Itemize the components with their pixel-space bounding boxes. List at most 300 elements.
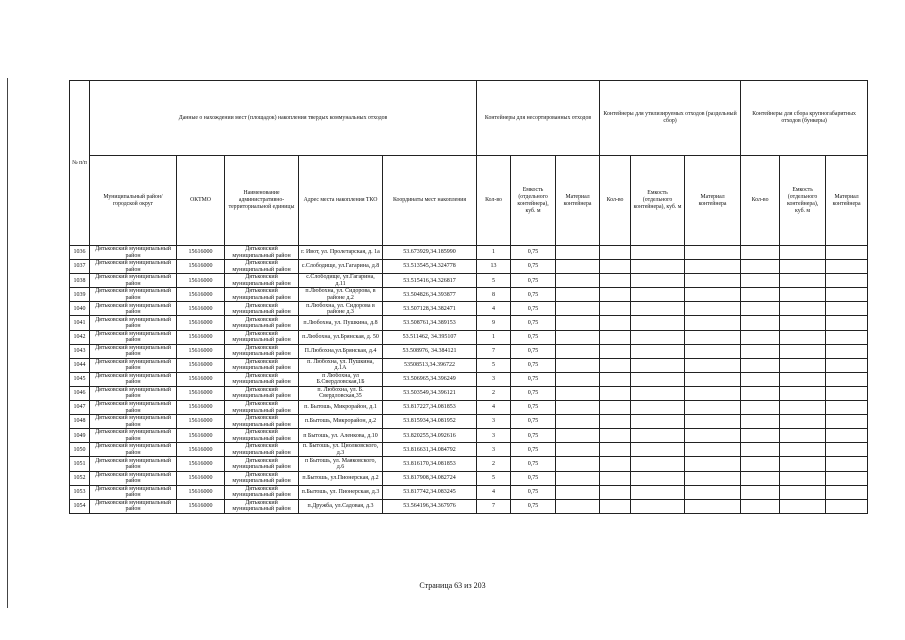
bulky-qty-cell	[741, 358, 780, 372]
capacity-cell: 0,75	[511, 499, 556, 513]
row-number: 1052	[70, 471, 90, 485]
address-cell: с.Слободище, ул.Гагарина, д.11	[299, 274, 383, 288]
admin-unit-cell: Дятьковский муниципальный район	[225, 485, 299, 499]
district-cell: Дятьковский муниципальный район	[90, 358, 177, 372]
oktmo-cell: 15616000	[177, 457, 225, 471]
capacity-cell: 0,75	[511, 288, 556, 302]
district-cell: Дятьковский муниципальный район	[90, 246, 177, 260]
district-cell: Дятьковский муниципальный район	[90, 274, 177, 288]
bulky-qty-cell	[741, 302, 780, 316]
quantity-cell: 5	[477, 471, 511, 485]
quantity-cell: 4	[477, 401, 511, 415]
separate-material-cell	[685, 274, 741, 288]
header-material-unsorted: Материал контейнера	[556, 156, 600, 246]
row-number: 1043	[70, 344, 90, 358]
separate-material-cell	[685, 358, 741, 372]
bulky-material-cell	[826, 330, 868, 344]
admin-unit-cell: Дятьковский муниципальный район	[225, 344, 299, 358]
bulky-qty-cell	[741, 386, 780, 400]
district-cell: Дятьковский муниципальный район	[90, 386, 177, 400]
district-cell: Дятьковский муниципальный район	[90, 499, 177, 513]
material-cell	[556, 457, 600, 471]
separate-qty-cell	[600, 485, 631, 499]
coords-cell: 53.817742,34.083245	[383, 485, 477, 499]
separate-material-cell	[685, 288, 741, 302]
material-cell	[556, 302, 600, 316]
capacity-cell: 0,75	[511, 471, 556, 485]
table-row	[70, 485, 868, 499]
material-cell	[556, 330, 600, 344]
row-number: 1042	[70, 330, 90, 344]
capacity-cell: 0,75	[511, 344, 556, 358]
quantity-cell: 5	[477, 358, 511, 372]
bulky-material-cell	[826, 457, 868, 471]
separate-qty-cell	[600, 386, 631, 400]
separate-capacity-cell	[631, 288, 685, 302]
header-qty-bulky: Кол-во	[741, 156, 780, 246]
district-cell: Дятьковский муниципальный район	[90, 288, 177, 302]
separate-capacity-cell	[631, 260, 685, 274]
bulky-qty-cell	[741, 499, 780, 513]
separate-capacity-cell	[631, 316, 685, 330]
header-group-separate: Контейнеры для утилизируемых отходов (раздельный сбор)	[600, 81, 741, 156]
quantity-cell: 4	[477, 485, 511, 499]
bulky-qty-cell	[741, 457, 780, 471]
container-sites-table	[69, 80, 868, 514]
separate-material-cell	[685, 386, 741, 400]
oktmo-cell: 15616000	[177, 429, 225, 443]
bulky-material-cell	[826, 358, 868, 372]
separate-capacity-cell	[631, 372, 685, 386]
bulky-material-cell	[826, 260, 868, 274]
bulky-material-cell	[826, 316, 868, 330]
capacity-cell: 0,75	[511, 274, 556, 288]
admin-unit-cell: Дятьковский муниципальный район	[225, 330, 299, 344]
separate-qty-cell	[600, 330, 631, 344]
coords-cell: 53.820255,34.092616	[383, 429, 477, 443]
address-cell: п.Любохна, ул. Пушкина, д.8	[299, 316, 383, 330]
row-number: 1050	[70, 443, 90, 457]
address-cell: П.Любохна,ул.Брянская, д.4	[299, 344, 383, 358]
bulky-capacity-cell	[780, 457, 826, 471]
address-cell: п.Любохна, ул. Сидорова, в районе д.2	[299, 288, 383, 302]
admin-unit-cell: Дятьковский муниципальный район	[225, 316, 299, 330]
address-cell: п. Любохна, ул. Пушкина, д.1А	[299, 358, 383, 372]
bulky-material-cell	[826, 274, 868, 288]
coords-cell: 53.816170,34.081853	[383, 457, 477, 471]
address-cell: п Бытошь, ул. Маяковского, д.6	[299, 457, 383, 471]
separate-capacity-cell	[631, 274, 685, 288]
separate-capacity-cell	[631, 358, 685, 372]
oktmo-cell: 15616000	[177, 401, 225, 415]
material-cell	[556, 344, 600, 358]
capacity-cell: 0,75	[511, 358, 556, 372]
table-row	[70, 344, 868, 358]
material-cell	[556, 246, 600, 260]
capacity-cell: 0,75	[511, 330, 556, 344]
material-cell	[556, 429, 600, 443]
separate-material-cell	[685, 302, 741, 316]
coords-cell: 53.817227,34.081853	[383, 401, 477, 415]
bulky-material-cell	[826, 302, 868, 316]
header-oktmo: ОКТМО	[177, 156, 225, 246]
separate-qty-cell	[600, 415, 631, 429]
bulky-capacity-cell	[780, 401, 826, 415]
coords-cell: 53.506965,34.396249	[383, 372, 477, 386]
separate-capacity-cell	[631, 429, 685, 443]
bulky-capacity-cell	[780, 274, 826, 288]
bulky-capacity-cell	[780, 443, 826, 457]
capacity-cell: 0,75	[511, 457, 556, 471]
oktmo-cell: 15616000	[177, 316, 225, 330]
table-row	[70, 330, 868, 344]
address-cell: п.Любохна, ул.Брянская, д. 50	[299, 330, 383, 344]
table-row	[70, 260, 868, 274]
separate-capacity-cell	[631, 344, 685, 358]
district-cell: Дятьковский муниципальный район	[90, 401, 177, 415]
capacity-cell: 0,75	[511, 316, 556, 330]
capacity-cell: 0,75	[511, 260, 556, 274]
header-qty-separate: Кол-во	[600, 156, 631, 246]
header-admin-unit: Наименование административно-территориальной единицы	[225, 156, 299, 246]
header-group-location: Данные о нахождении мест (площадок) накопления твердых коммунальных отходов	[90, 81, 477, 156]
header-qty-unsorted: Кол-во	[477, 156, 511, 246]
separate-material-cell	[685, 344, 741, 358]
separate-qty-cell	[600, 260, 631, 274]
table-row	[70, 499, 868, 513]
quantity-cell: 7	[477, 499, 511, 513]
separate-material-cell	[685, 330, 741, 344]
coords-cell: 53508513,34.396722	[383, 358, 477, 372]
quantity-cell: 9	[477, 316, 511, 330]
material-cell	[556, 401, 600, 415]
capacity-cell: 0,75	[511, 443, 556, 457]
bulky-material-cell	[826, 443, 868, 457]
bulky-qty-cell	[741, 344, 780, 358]
header-group-bulky: Контейнеры для сбора крупногабаритных отходов (бункеры)	[741, 81, 868, 156]
bulky-capacity-cell	[780, 316, 826, 330]
coords-cell: 53.817908,34.082724	[383, 471, 477, 485]
separate-material-cell	[685, 485, 741, 499]
admin-unit-cell: Дятьковский муниципальный район	[225, 386, 299, 400]
separate-material-cell	[685, 471, 741, 485]
bulky-material-cell	[826, 401, 868, 415]
bulky-capacity-cell	[780, 330, 826, 344]
table-body	[70, 246, 868, 514]
coords-cell: 53.673929,34.185990	[383, 246, 477, 260]
oktmo-cell: 15616000	[177, 330, 225, 344]
quantity-cell: 3	[477, 415, 511, 429]
district-cell: Дятьковский муниципальный район	[90, 316, 177, 330]
bulky-material-cell	[826, 485, 868, 499]
header-material-separate: Материал контейнера	[685, 156, 741, 246]
header-material-bulky: Материал контейнера	[826, 156, 868, 246]
district-cell: Дятьковский муниципальный район	[90, 443, 177, 457]
address-cell: п.Бытошь, ул.Пионерская, д.2	[299, 471, 383, 485]
separate-qty-cell	[600, 302, 631, 316]
bulky-material-cell	[826, 344, 868, 358]
bulky-capacity-cell	[780, 302, 826, 316]
row-number: 1037	[70, 260, 90, 274]
separate-capacity-cell	[631, 485, 685, 499]
separate-material-cell	[685, 246, 741, 260]
separate-material-cell	[685, 401, 741, 415]
table-row	[70, 372, 868, 386]
header-coords: Координаты мест накопления	[383, 156, 477, 246]
material-cell	[556, 260, 600, 274]
coords-cell: 53.503549,34.396121	[383, 386, 477, 400]
table-row	[70, 302, 868, 316]
separate-capacity-cell	[631, 401, 685, 415]
material-cell	[556, 471, 600, 485]
bulky-qty-cell	[741, 471, 780, 485]
capacity-cell: 0,75	[511, 485, 556, 499]
admin-unit-cell: Дятьковский муниципальный район	[225, 302, 299, 316]
material-cell	[556, 358, 600, 372]
header-group-unsorted: Контейнеры для несортированных отходов	[477, 81, 600, 156]
quantity-cell: 7	[477, 344, 511, 358]
row-number: 1044	[70, 358, 90, 372]
separate-material-cell	[685, 457, 741, 471]
separate-capacity-cell	[631, 471, 685, 485]
oktmo-cell: 15616000	[177, 372, 225, 386]
district-cell: Дятьковский муниципальный район	[90, 457, 177, 471]
bulky-material-cell	[826, 246, 868, 260]
quantity-cell: 1	[477, 330, 511, 344]
row-number: 1047	[70, 401, 90, 415]
oktmo-cell: 15616000	[177, 386, 225, 400]
table-row	[70, 471, 868, 485]
coords-cell: 53.564196,34.367976	[383, 499, 477, 513]
coords-cell: 53.515416,34.326817	[383, 274, 477, 288]
admin-unit-cell: Дятьковский муниципальный район	[225, 358, 299, 372]
bulky-material-cell	[826, 415, 868, 429]
row-number: 1038	[70, 274, 90, 288]
separate-qty-cell	[600, 457, 631, 471]
quantity-cell: 3	[477, 429, 511, 443]
table-row	[70, 316, 868, 330]
quantity-cell: 3	[477, 372, 511, 386]
separate-capacity-cell	[631, 499, 685, 513]
admin-unit-cell: Дятьковский муниципальный район	[225, 274, 299, 288]
material-cell	[556, 274, 600, 288]
separate-material-cell	[685, 415, 741, 429]
separate-qty-cell	[600, 274, 631, 288]
separate-material-cell	[685, 429, 741, 443]
address-cell: п Бытошь, ул. Аленкова, д.10	[299, 429, 383, 443]
bulky-capacity-cell	[780, 358, 826, 372]
capacity-cell: 0,75	[511, 429, 556, 443]
admin-unit-cell: Дятьковский муниципальный район	[225, 471, 299, 485]
separate-qty-cell	[600, 358, 631, 372]
coords-cell: 53.508761,34.389153	[383, 316, 477, 330]
header-capacity-bulky: Емкость (отдельного контейнера), куб. м	[780, 156, 826, 246]
bulky-material-cell	[826, 386, 868, 400]
row-number: 1048	[70, 415, 90, 429]
coords-cell: 53.504826,34.393877	[383, 288, 477, 302]
row-number: 1045	[70, 372, 90, 386]
bulky-qty-cell	[741, 401, 780, 415]
capacity-cell: 0,75	[511, 246, 556, 260]
separate-qty-cell	[600, 471, 631, 485]
separate-qty-cell	[600, 429, 631, 443]
admin-unit-cell: Дятьковский муниципальный район	[225, 415, 299, 429]
oktmo-cell: 15616000	[177, 246, 225, 260]
header-num: № п/п	[70, 81, 90, 246]
capacity-cell: 0,75	[511, 386, 556, 400]
quantity-cell: 8	[477, 288, 511, 302]
capacity-cell: 0,75	[511, 372, 556, 386]
separate-material-cell	[685, 499, 741, 513]
address-cell: п. Бытошь, Микрорайон, д.1	[299, 401, 383, 415]
oktmo-cell: 15616000	[177, 302, 225, 316]
district-cell: Дятьковский муниципальный район	[90, 485, 177, 499]
oktmo-cell: 15616000	[177, 260, 225, 274]
oktmo-cell: 15616000	[177, 499, 225, 513]
quantity-cell: 5	[477, 274, 511, 288]
address-cell: п.Бытошь, ул. Пионерская, д.3	[299, 485, 383, 499]
material-cell	[556, 386, 600, 400]
header-capacity-separate: Емкость (отдельного контейнера), куб. м	[631, 156, 685, 246]
bulky-capacity-cell	[780, 485, 826, 499]
table-row	[70, 246, 868, 260]
bulky-material-cell	[826, 372, 868, 386]
admin-unit-cell: Дятьковский муниципальный район	[225, 401, 299, 415]
oktmo-cell: 15616000	[177, 358, 225, 372]
district-cell: Дятьковский муниципальный район	[90, 415, 177, 429]
bulky-qty-cell	[741, 485, 780, 499]
coords-cell: 53.508976, 34.384121	[383, 344, 477, 358]
quantity-cell: 3	[477, 443, 511, 457]
oktmo-cell: 15616000	[177, 274, 225, 288]
bulky-capacity-cell	[780, 372, 826, 386]
separate-capacity-cell	[631, 330, 685, 344]
bulky-capacity-cell	[780, 471, 826, 485]
admin-unit-cell: Дятьковский муниципальный район	[225, 246, 299, 260]
district-cell: Дятьковский муниципальный район	[90, 330, 177, 344]
coords-cell: 53.816631,34.084792	[383, 443, 477, 457]
bulky-capacity-cell	[780, 499, 826, 513]
bulky-qty-cell	[741, 443, 780, 457]
separate-capacity-cell	[631, 457, 685, 471]
material-cell	[556, 372, 600, 386]
capacity-cell: 0,75	[511, 415, 556, 429]
bulky-qty-cell	[741, 316, 780, 330]
bulky-capacity-cell	[780, 246, 826, 260]
bulky-material-cell	[826, 471, 868, 485]
bulky-qty-cell	[741, 246, 780, 260]
bulky-qty-cell	[741, 274, 780, 288]
district-cell: Дятьковский муниципальный район	[90, 471, 177, 485]
district-cell: Дятьковский муниципальный район	[90, 429, 177, 443]
page-edge-line	[7, 78, 8, 608]
bulky-qty-cell	[741, 429, 780, 443]
bulky-qty-cell	[741, 372, 780, 386]
row-number: 1053	[70, 485, 90, 499]
separate-qty-cell	[600, 344, 631, 358]
separate-qty-cell	[600, 372, 631, 386]
separate-material-cell	[685, 372, 741, 386]
bulky-material-cell	[826, 499, 868, 513]
row-number: 1039	[70, 288, 90, 302]
district-cell: Дятьковский муниципальный район	[90, 302, 177, 316]
admin-unit-cell: Дятьковский муниципальный район	[225, 499, 299, 513]
address-cell: п. Бытошь, ул. Циолковского, д.3	[299, 443, 383, 457]
oktmo-cell: 15616000	[177, 344, 225, 358]
admin-unit-cell: Дятьковский муниципальный район	[225, 260, 299, 274]
address-cell: п. Любохна, ул. Б. Свердловская,35	[299, 386, 383, 400]
capacity-cell: 0,75	[511, 302, 556, 316]
table-row	[70, 274, 868, 288]
table-row	[70, 429, 868, 443]
coords-cell: 53.513545,34.324778	[383, 260, 477, 274]
separate-qty-cell	[600, 316, 631, 330]
separate-capacity-cell	[631, 302, 685, 316]
coords-cell: 53.511462, 34.395107	[383, 330, 477, 344]
separate-qty-cell	[600, 499, 631, 513]
table-row	[70, 401, 868, 415]
district-cell: Дятьковский муниципальный район	[90, 260, 177, 274]
address-cell: г. Ивот, ул. Пролетарская, д. 1а	[299, 246, 383, 260]
address-cell: п.Дружба, ул.Садовая, д.3	[299, 499, 383, 513]
oktmo-cell: 15616000	[177, 471, 225, 485]
bulky-capacity-cell	[780, 386, 826, 400]
address-cell: п Любохна, ул Б.Свердловская,1Б	[299, 372, 383, 386]
oktmo-cell: 15616000	[177, 443, 225, 457]
separate-material-cell	[685, 260, 741, 274]
bulky-qty-cell	[741, 415, 780, 429]
oktmo-cell: 15616000	[177, 415, 225, 429]
separate-material-cell	[685, 316, 741, 330]
coords-cell: 53.815934,34.081952	[383, 415, 477, 429]
material-cell	[556, 485, 600, 499]
address-cell: п.Любохна, ул. Сидорова в районе д.3	[299, 302, 383, 316]
capacity-cell: 0,75	[511, 401, 556, 415]
admin-unit-cell: Дятьковский муниципальный район	[225, 457, 299, 471]
page-number-footer: Страница 63 из 203	[419, 581, 486, 590]
bulky-material-cell	[826, 288, 868, 302]
admin-unit-cell: Дятьковский муниципальный район	[225, 443, 299, 457]
quantity-cell: 2	[477, 386, 511, 400]
separate-qty-cell	[600, 288, 631, 302]
quantity-cell: 2	[477, 457, 511, 471]
material-cell	[556, 288, 600, 302]
coords-cell: 53.507128,34.382471	[383, 302, 477, 316]
bulky-capacity-cell	[780, 288, 826, 302]
row-number: 1054	[70, 499, 90, 513]
material-cell	[556, 415, 600, 429]
quantity-cell: 4	[477, 302, 511, 316]
bulky-qty-cell	[741, 288, 780, 302]
oktmo-cell: 15616000	[177, 485, 225, 499]
separate-capacity-cell	[631, 415, 685, 429]
table-row	[70, 358, 868, 372]
separate-material-cell	[685, 443, 741, 457]
oktmo-cell: 15616000	[177, 288, 225, 302]
header-capacity-unsorted: Емкость (отдельного контейнера), куб. м	[511, 156, 556, 246]
material-cell	[556, 443, 600, 457]
separate-qty-cell	[600, 443, 631, 457]
admin-unit-cell: Дятьковский муниципальный район	[225, 288, 299, 302]
quantity-cell: 13	[477, 260, 511, 274]
table-row	[70, 415, 868, 429]
address-cell: с.Слободище, ул.Гагарина, д.8	[299, 260, 383, 274]
admin-unit-cell: Дятьковский муниципальный район	[225, 429, 299, 443]
header-district: Муниципальный район/городской округ	[90, 156, 177, 246]
row-number: 1051	[70, 457, 90, 471]
separate-capacity-cell	[631, 386, 685, 400]
table-row	[70, 288, 868, 302]
